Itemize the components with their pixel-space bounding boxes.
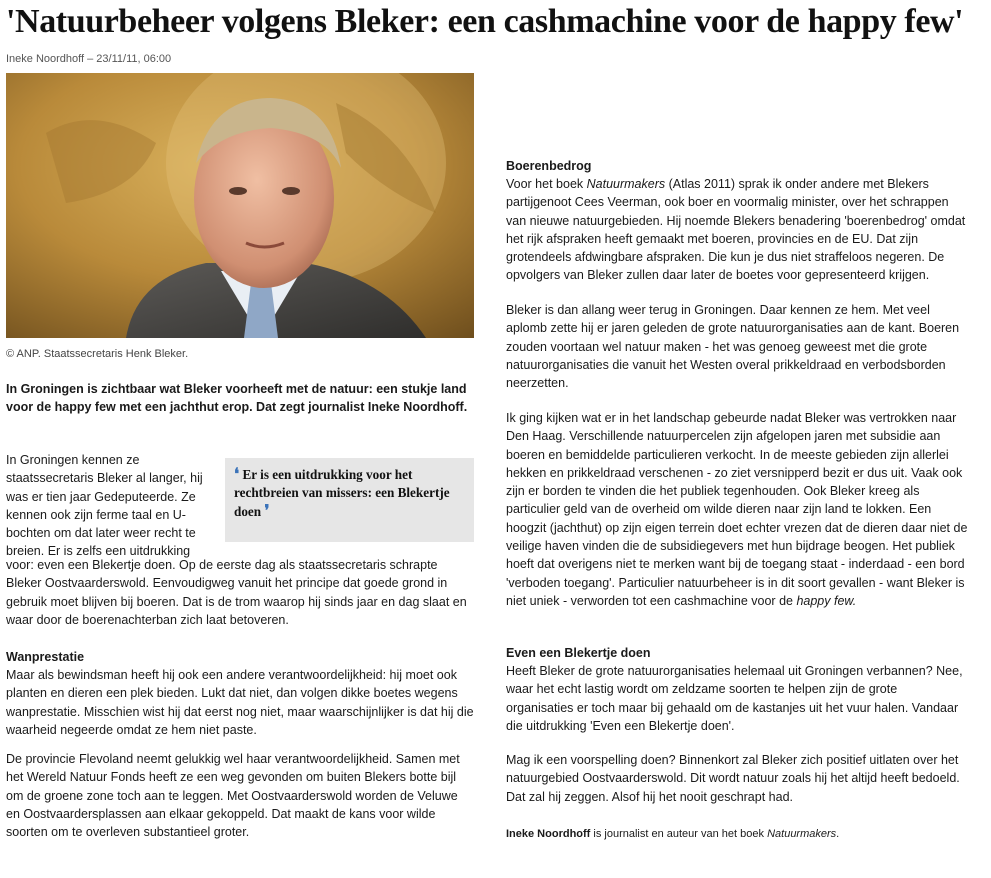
heading-blekertje: Even een Blekertje doen <box>506 646 651 660</box>
author-name: Ineke Noordhoff <box>506 828 591 840</box>
paragraph-groningen: Bleker is dan allang weer terug in Groningen. Daar kennen ze hem. Met veel aplomb zette hij er jaren geleden de grote natuurorganisaties aan de kant. Boeren zouden voortaan wel natuur maken - het was genoeg geweest met die grote natuurorganisaties die vanuit het Westen overal prikkeldraad en verbodsborden neerzetten. <box>506 303 960 391</box>
intro-paragraph-rest: voor: even een Blekertje doen. Op de eerste dag als staatssecretaris schrapte Bleker Oostvaarderswold. Eenvoudigweg vanuit het principe dat goede grond in gebruik moet blijven bij boeren. Dat is de trom waarop hij sinds jaar en dag slaat en waar door de boerenachterban zich laat betoveren. <box>6 558 467 627</box>
paragraph-voorspelling: Mag ik een voorspelling doen? Binnenkort zal Bleker zich positief uitlaten over het natuurgebied Oostvaarderswold. Dit wordt natuur zoals hij het altijd heeft bedoeld. Dat zal hij zeggen. Alsof hij het nooit geschrapt had. <box>506 753 960 804</box>
boerenbedrog-text-1: Voor het boek <box>506 177 587 191</box>
close-quote-icon: ❜ <box>264 502 270 520</box>
landschap-text: Ik ging kijken wat er in het landschap gebeurde nadat Bleker was vertrokken naar Den Haag. Verschillende natuurpercelen zijn afgelopen jaren met subsidie aan boeren en bemiddelde particulieren verkocht. In de meeste gebieden zijn allerlei hekken en prikkeldraad verschenen - zo ziet versnipperd bezit er dus uit. Vaak ook zijn er borden te vinden die het publiek tegenhouden. Ook Bleker kreeg als particulier geld van de overheid om wilde dieren naar zijn land te lokken. Een hoogzit (jachthut) op zijn eigen terrein doet echter vrezen dat de dieren daar niet de veilige haven vinden die de subsidiegevers met hun bijdrage beogen. Het publiek hoeft dat overigens niet te merken want bij de toegang staat - inderdaad - een bord 'verboden toegang'. Particulier natuurbeheer is in dit soort gevallen - want Bleker is niet uniek - verworden tot een cashmachine voor de <box>506 411 968 608</box>
heading-wanprestatie: Wanprestatie <box>6 650 85 664</box>
author-note-end: . <box>836 828 840 840</box>
paragraph-boerenbedrog <box>506 175 968 285</box>
pull-quote-text: Er is een uitdrukking voor het rechtbreien van missers: een Blekertje doen <box>234 467 450 519</box>
article-byline: Ineke Noordhoff – 23/11/11, 06:00 <box>6 53 172 65</box>
boerenbedrog-book-title: Natuurmakers <box>586 177 666 191</box>
paragraph-landschap <box>506 409 968 610</box>
author-note <box>506 825 968 843</box>
paragraph-wanprestatie: Maar als bewindsman heeft hij ook een andere verantwoordelijkheid: hij moet ook planten en dieren een plek bieden. Lukt dat niet, dan volgen dikke boetes wegens wanprestatie. Misschien wist hij dat eerst nog niet, maar waarschijnlijker is dat hij die waarheid negeerde omdat ze hem niet paste. <box>6 668 474 737</box>
open-quote-icon: ❛ <box>234 466 240 483</box>
article-lead: In Groningen is zichtbaar wat Bleker voorheeft met de natuur: een stukje land voor de happy few met een jachthut erop. Dat zegt journalist Ineke Noordhoff. <box>6 382 468 415</box>
paragraph-blekertje: Heeft Bleker de grote natuurorganisaties helemaal uit Groningen verbannen? Nee, waar het echt lastig wordt om zeldzame soorten te helpen zijn de grote organisaties er toch maar bij gehaald om de kastanjes uit het vuur halen. Vandaar die uitdrukking 'Even een Blekertje doen'. <box>506 664 963 733</box>
author-note-book: Natuurmakers <box>767 828 837 840</box>
paragraph-flevoland: De provincie Flevoland neemt gelukkig wel haar verantwoordelijkheid. Samen met het Wereld Natuur Fonds heeft ze een weg gevonden om buiten Blekers botte bijl om de groene zone toch aan te leggen. Met Oostvaarderswold worden de Veluwe en Oostvaardersplassen aan elkaar gekoppeld. Dat maakt de kans voor wilde soorten om te overleven substantieel groter. <box>6 752 460 840</box>
heading-boerenbedrog: Boerenbedrog <box>506 159 592 173</box>
author-note-text: is journalist en auteur van het boek <box>590 828 768 840</box>
landschap-emphasis: happy few. <box>796 593 857 608</box>
article-photo <box>6 73 474 338</box>
pull-quote <box>225 458 474 542</box>
article-headline: 'Natuurbeheer volgens Bleker: een cashmachine voor de happy few' <box>6 3 964 40</box>
photo-caption: © ANP. Staatssecretaris Henk Bleker. <box>6 348 189 360</box>
boerenbedrog-text-2: (Atlas 2011) sprak ik onder andere met Blekers partijgenoot Cees Veerman, ook boer en voormalig minister, over het schrappen van nieuwe natuurgebieden. Hij noemde Blekers benadering 'boerenbedrog' omdat het rijk afspraken heeft gemaakt met boeren, provincies en de EU. Dat zijn grotendeels afdwingbare afspraken. Die kun je dus niet straffeloos negeren. De opvolgers van Bleker zullen daar later de boetes voor gepresenteerd krijgen. <box>506 177 966 283</box>
intro-paragraph-float: In Groningen kennen ze staatssecretaris Bleker al langer, hij was er tien jaar Gedeputeerde. Ze kennen ook zijn ferme taal en U-bochten om dat later weer recht te breien. Er is zelfs een uitdrukking <box>6 453 203 559</box>
